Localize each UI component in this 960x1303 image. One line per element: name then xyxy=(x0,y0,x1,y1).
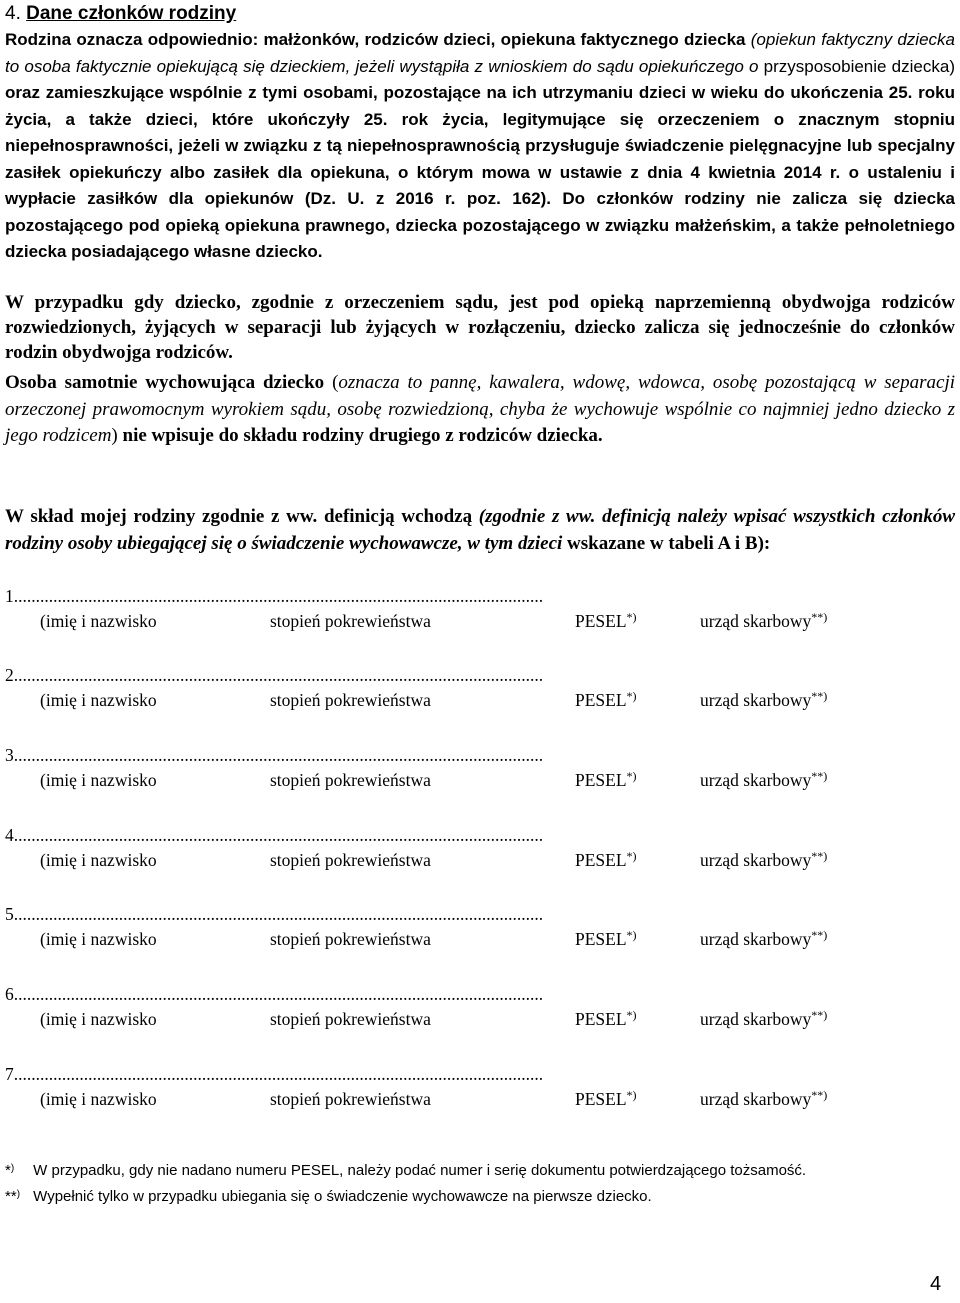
footnotes xyxy=(5,1158,955,1210)
single-parent-paragraph xyxy=(5,370,955,450)
pesel-footnote-mark: *) xyxy=(626,769,637,783)
tax-office-text: urząd skarbowy xyxy=(700,770,812,790)
entry-fill-line[interactable]: 4......................................................................................................................... xyxy=(5,825,544,845)
single-parent-explanation: oznacza to pannę, kawalera, wdowę, wdowca, osobę pozostającą w separacji orzeczonej prawomocnym wyrokiem sądu, osobę rozwiedzioną, chyba że wychowuje wspólnie co najmniej jedno dziecko z jego rodzicem xyxy=(5,372,955,446)
pesel-text: PESEL xyxy=(575,929,627,949)
entry-fill-line[interactable]: 6......................................................................................................................... xyxy=(5,984,544,1004)
entry-label-relation: stopień pokrewieństwa xyxy=(270,1009,431,1029)
footnote-item xyxy=(5,1158,955,1184)
entry-label-name: (imię i nazwisko xyxy=(40,1089,157,1109)
entry-label-pesel xyxy=(575,1088,637,1110)
tax-office-text: urząd skarbowy xyxy=(700,1009,812,1029)
entry-label-pesel xyxy=(575,928,637,950)
entry-label-name: (imię i nazwisko xyxy=(40,770,157,790)
tax-footnote-mark: **) xyxy=(811,1088,828,1102)
section-heading xyxy=(5,2,955,26)
tax-office-text: urząd skarbowy xyxy=(700,1089,812,1109)
tax-footnote-mark: **) xyxy=(811,689,828,703)
pesel-footnote-mark: *) xyxy=(626,689,637,703)
pesel-footnote-mark: *) xyxy=(626,928,637,942)
footnote-item xyxy=(5,1184,955,1210)
entry-label-tax-office xyxy=(700,1088,827,1110)
pesel-footnote-mark: *) xyxy=(626,849,637,863)
single-parent-term: Osoba samotnie wychowująca dziecko xyxy=(5,372,325,393)
footnote-mark xyxy=(5,1184,29,1210)
entry-label-tax-office xyxy=(700,849,827,871)
family-definition xyxy=(5,27,955,266)
family-composition-intro xyxy=(5,504,955,557)
pesel-text: PESEL xyxy=(575,690,627,710)
pesel-footnote-mark: *) xyxy=(626,610,637,624)
tax-office-text: urząd skarbowy xyxy=(700,850,812,870)
definition-body: oraz zamieszkujące wspólnie z tymi osobami, pozostające na ich utrzymaniu dzieci w wieku do ukończenia 25. roku życia, a także dzieci, które ukończyły 25. rok życia, legitymujące się orzeczeniem o znacznym stopniu niepełnosprawności, jeżeli w związku z tą niepełnosprawnością przysługuje świadczenie pielęgnacyjne lub specjalny zasiłek opiekuńczy albo zasiłek dla opiekuna, o którym mowa w ustawie z dnia 4 kwietnia 2014 r. o ustaleniu i wypłacie zasiłków dla opiekunów (Dz. U. z 2016 r. poz. 162). Do członków rodziny nie zalicza się dziecka pozostającego pod opieką opiekuna prawnego, dziecka pozostającego w związku małżeńskim, a także pełnoletniego dziecka posiadającego własne dziecko. xyxy=(5,83,955,261)
entry-fill-line[interactable]: 1......................................................................................................................... xyxy=(5,586,544,606)
definition-lead: Rodzina oznacza odpowiednio: małżonków, rodziców dzieci, opiekuna faktycznego dziecka xyxy=(5,30,746,49)
entry-fill-line[interactable]: 3......................................................................................................................... xyxy=(5,745,544,765)
entry-fill-line[interactable]: 5......................................................................................................................... xyxy=(5,904,544,924)
tax-office-text: urząd skarbowy xyxy=(700,929,812,949)
footnote-mark xyxy=(5,1158,29,1184)
footnote-text: Wypełnić tylko w przypadku ubiegania się o świadczenie wychowawcze na pierwsze dziecko. xyxy=(33,1188,652,1205)
entry-label-name: (imię i nazwisko xyxy=(40,690,157,710)
entry-label-pesel xyxy=(575,769,637,791)
entry-label-name: (imię i nazwisko xyxy=(40,850,157,870)
entry-label-pesel xyxy=(575,1008,637,1030)
pesel-footnote-mark: *) xyxy=(626,1088,637,1102)
paren-close: ) xyxy=(111,425,118,446)
page-number: 4 xyxy=(930,1273,942,1295)
tax-office-text: urząd skarbowy xyxy=(700,690,812,710)
tax-footnote-mark: **) xyxy=(811,849,828,863)
pesel-text: PESEL xyxy=(575,850,627,870)
entry-label-tax-office xyxy=(700,689,827,711)
alternating-custody-paragraph: W przypadku gdy dziecko, zgodnie z orzeczeniem sądu, jest pod opieką naprzemienną obydwojga rodziców rozwiedzionych, żyjących w separacji lub żyjących w rozłączeniu, dziecko zalicza się jednocześnie do członków rodzin obydwojga rodziców. xyxy=(5,292,955,363)
entry-label-pesel xyxy=(575,610,637,632)
pesel-footnote-mark: *) xyxy=(626,1008,637,1022)
entry-label-relation: stopień pokrewieństwa xyxy=(270,690,431,710)
definition-adoption: przysposobienie dziecka) xyxy=(763,56,955,76)
pesel-text: PESEL xyxy=(575,770,627,790)
entry-label-tax-office xyxy=(700,769,827,791)
entry-label-relation: stopień pokrewieństwa xyxy=(270,850,431,870)
entry-fill-line[interactable]: 2......................................................................................................................... xyxy=(5,665,544,685)
entry-label-tax-office xyxy=(700,1008,827,1030)
composition-instruction: (zgodnie z ww. definicją należy wpisać wszystkich członków rodziny osoby ubiegającej się o świadczenie wychowawcze, w tym dzieci xyxy=(5,506,956,554)
section-number: 4. xyxy=(5,3,21,24)
entry-label-relation: stopień pokrewieństwa xyxy=(270,1089,431,1109)
footnote-paren: ) xyxy=(16,1189,21,1200)
entry-label-pesel xyxy=(575,689,637,711)
entry-label-tax-office xyxy=(700,610,827,632)
pesel-text: PESEL xyxy=(575,1089,627,1109)
entry-label-relation: stopień pokrewieństwa xyxy=(270,929,431,949)
single-parent-rule: nie wpisuje do składu rodziny drugiego z rodziców dziecka. xyxy=(122,425,603,446)
section-title: Dane członków rodziny xyxy=(26,3,237,24)
footnote-paren: ) xyxy=(10,1163,15,1174)
entry-label-relation: stopień pokrewieństwa xyxy=(270,770,431,790)
entry-label-tax-office xyxy=(700,928,827,950)
entry-fill-line[interactable]: 7......................................................................................................................... xyxy=(5,1064,544,1084)
pesel-text: PESEL xyxy=(575,611,627,631)
tax-footnote-mark: **) xyxy=(811,928,828,942)
pesel-text: PESEL xyxy=(575,1009,627,1029)
tax-footnote-mark: **) xyxy=(811,769,828,783)
entry-label-name: (imię i nazwisko xyxy=(40,611,157,631)
footnote-text: W przypadku, gdy nie nadano numeru PESEL, należy podać numer i serię dokumentu potwierdzającego tożsamość. xyxy=(33,1162,807,1179)
paren-open: ( xyxy=(332,372,339,393)
entry-label-relation: stopień pokrewieństwa xyxy=(270,611,431,631)
definition-guardian-note: (opiekun faktyczny dziecka to osoba faktycznie opiekującą się dzieckiem, jeżeli wystąpiła z wnioskiem do sądu opiekuńczego o xyxy=(5,30,955,76)
composition-tail: wskazane w tabeli A i B): xyxy=(567,532,771,554)
tax-footnote-mark: **) xyxy=(811,610,828,624)
entry-label-name: (imię i nazwisko xyxy=(40,1009,157,1029)
tax-footnote-mark: **) xyxy=(811,1008,828,1022)
footnote-symbol: ** xyxy=(5,1188,17,1205)
entry-label-pesel xyxy=(575,849,637,871)
tax-office-text: urząd skarbowy xyxy=(700,611,812,631)
entry-label-name: (imię i nazwisko xyxy=(40,929,157,949)
footnote-symbol: * xyxy=(5,1162,11,1179)
composition-lead: W skład mojej rodziny zgodnie z ww. definicją wchodzą xyxy=(5,506,473,527)
